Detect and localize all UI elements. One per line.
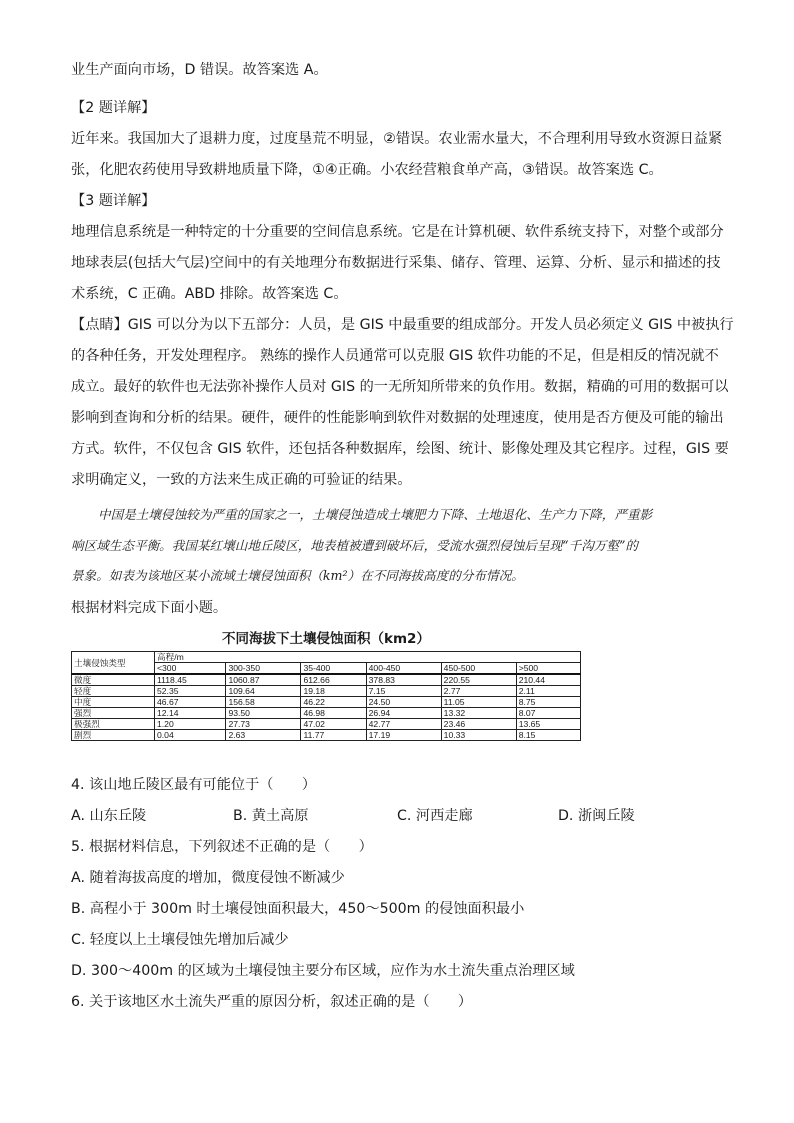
table-row	[72, 719, 581, 730]
table-cell: 7.15	[366, 686, 441, 697]
table-cell: 46.22	[301, 697, 366, 708]
table-cell: 23.46	[441, 719, 516, 730]
table-row-label: 微度	[72, 674, 155, 686]
table-cell: 378.83	[366, 674, 441, 686]
question-5-option-d: D. 300～400m 的区域为土壤侵蚀主要分布区域，应作为水土流失重点治理区域	[71, 963, 575, 979]
table-column-header: 400-450	[366, 663, 441, 675]
table-cell: 8.15	[516, 730, 580, 741]
table-cell: 42.77	[366, 719, 441, 730]
table-column-header: 35-400	[301, 663, 366, 675]
table-cell: 1118.45	[155, 674, 226, 686]
table-title: 不同海拔下土壤侵蚀面积（km2）	[222, 631, 430, 647]
table-cell: 8.07	[516, 708, 580, 719]
table-header-row	[72, 652, 581, 663]
table-cell: 156.58	[226, 697, 301, 708]
table-cell: 13.32	[441, 708, 516, 719]
table-cell: 10.33	[441, 730, 516, 741]
table-column-header: <300	[155, 663, 226, 675]
question-5-option-a: A. 随着海拔高度的增加，微度侵蚀不断减少	[71, 870, 345, 886]
table-row	[72, 697, 581, 708]
question-5-option-b: B. 高程小于 300m 时土壤侵蚀面积最大，450～500m 的侵蚀面积最小	[71, 901, 525, 917]
table-row	[72, 686, 581, 697]
table-height-label: 高程/m	[155, 652, 581, 663]
tip-text: 的各种任务，开发处理程序。 熟练的操作人员通常可以克服 GIS 软件功能的不足，但是相反的情况就不	[71, 348, 719, 364]
tip-text: 方式。软件，不仅包含 GIS 软件，还包括各种数据库，绘图、统计、影像处理及其它程序。过程，GIS 要	[71, 441, 729, 457]
table-cell: 210.44	[516, 674, 580, 686]
tip-text: 影响到查询和分析的结果。硬件，硬件的性能影响到软件对数据的处理速度，使用是否方便及可能的输出	[71, 410, 724, 426]
question-4-option-d: D. 浙闽丘陵	[558, 808, 635, 824]
table-cell: 93.50	[226, 708, 301, 719]
question-6-stem: 6. 关于该地区水土流失严重的原因分析，叙述正确的是（ ）	[71, 994, 473, 1010]
table-cell: 1.20	[155, 719, 226, 730]
table-cell: 11.05	[441, 697, 516, 708]
table-cell: 11.77	[301, 730, 366, 741]
answer-1-conclusion: 业生产面向市场，D 错误。故答案选 A。	[71, 62, 328, 78]
q3-detail-text: 地球表层(包括大气层)空间中的有关地理分布数据进行采集、储存、管理、运算、分析、显示和描述的技	[71, 255, 721, 271]
question-5-option-c: C. 轻度以上土壤侵蚀先增加后减少	[71, 932, 289, 948]
table-column-header: >500	[516, 663, 580, 675]
table-cell: 109.64	[226, 686, 301, 697]
tip-text: 成立。最好的软件也无法弥补操作人员对 GIS 的一无所知所带来的负作用。数据，精确的可用的数据可以	[71, 379, 729, 395]
table-row-label: 剧烈	[72, 730, 155, 741]
table-row	[72, 730, 581, 741]
question-5-stem: 5. 根据材料信息，下列叙述不正确的是（ ）	[71, 839, 373, 855]
table-corner-cell: 土壤侵蚀类型	[72, 652, 155, 675]
table-cell: 46.67	[155, 697, 226, 708]
table-column-header: 300-350	[226, 663, 301, 675]
table-column-header: 450-500	[441, 663, 516, 675]
table-row-label: 极强烈	[72, 719, 155, 730]
table-cell: 2.11	[516, 686, 580, 697]
tip-text: 求明确定义，一致的方法来生成正确的可验证的结果。	[71, 472, 412, 488]
q2-detail-heading: 【2 题详解】	[71, 100, 156, 116]
table-cell: 1060.87	[226, 674, 301, 686]
question-4-option-a: A. 山东丘陵	[71, 808, 147, 824]
erosion-table	[71, 651, 581, 741]
table-cell: 8.75	[516, 697, 580, 708]
table-cell: 26.94	[366, 708, 441, 719]
table-cell: 2.63	[226, 730, 301, 741]
table-cell: 12.14	[155, 708, 226, 719]
question-4-option-b: B. 黄土高原	[233, 808, 309, 824]
material-intro: 景象。如表为该地区某小流域土壤侵蚀面积（km²）在不同海拔高度的分布情况。	[71, 568, 524, 583]
q2-detail-text: 近年来。我国加大了退耕力度，过度垦荒不明显，②错误。农业需水量大，不合理利用导致水资源日益紧	[71, 131, 723, 147]
table-cell: 220.55	[441, 674, 516, 686]
tip-text: 【点睛】GIS 可以分为以下五部分：人员，是 GIS 中最重要的组成部分。开发人员必须定义 GIS 中被执行	[71, 317, 734, 333]
q3-detail-text: 术系统，C 正确。ABD 排除。故答案选 C。	[71, 286, 348, 302]
material-intro: 响区域生态平衡。我国某红壤山地丘陵区，地表植被遭到破坏后，受流水强烈侵蚀后呈现“千沟万壑”的	[71, 538, 639, 553]
table-row-label: 强烈	[72, 708, 155, 719]
table-cell: 27.73	[226, 719, 301, 730]
q2-detail-text: 张，化肥农药使用导致耕地质量下降，①④正确。小农经营粮食单产高，③错误。故答案选 C。	[71, 162, 663, 178]
table-row-label: 中度	[72, 697, 155, 708]
q3-detail-text: 地理信息系统是一种特定的十分重要的空间信息系统。它是在计算机硬、软件系统支持下，对整个或部分	[71, 224, 724, 240]
table-row-label: 轻度	[72, 686, 155, 697]
table-cell: 24.50	[366, 697, 441, 708]
table-cell: 47.02	[301, 719, 366, 730]
table-cell: 46.98	[301, 708, 366, 719]
table-row	[72, 674, 581, 686]
question-prompt: 根据材料完成下面小题。	[71, 600, 228, 616]
table-row	[72, 708, 581, 719]
table-cell: 52.35	[155, 686, 226, 697]
table-cell: 0.04	[155, 730, 226, 741]
table-cell: 2.77	[441, 686, 516, 697]
table-cell: 612.66	[301, 674, 366, 686]
material-intro: 中国是土壤侵蚀较为严重的国家之一，土壤侵蚀造成土壤肥力下降、土地退化、生产力下降，严重影	[98, 507, 653, 522]
table-cell: 13.65	[516, 719, 580, 730]
question-4-option-c: C. 河西走廊	[397, 808, 473, 824]
question-4-stem: 4. 该山地丘陵区最有可能位于（ ）	[71, 777, 317, 793]
table-cell: 17.19	[366, 730, 441, 741]
table-cell: 19.18	[301, 686, 366, 697]
q3-detail-heading: 【3 题详解】	[71, 193, 156, 209]
